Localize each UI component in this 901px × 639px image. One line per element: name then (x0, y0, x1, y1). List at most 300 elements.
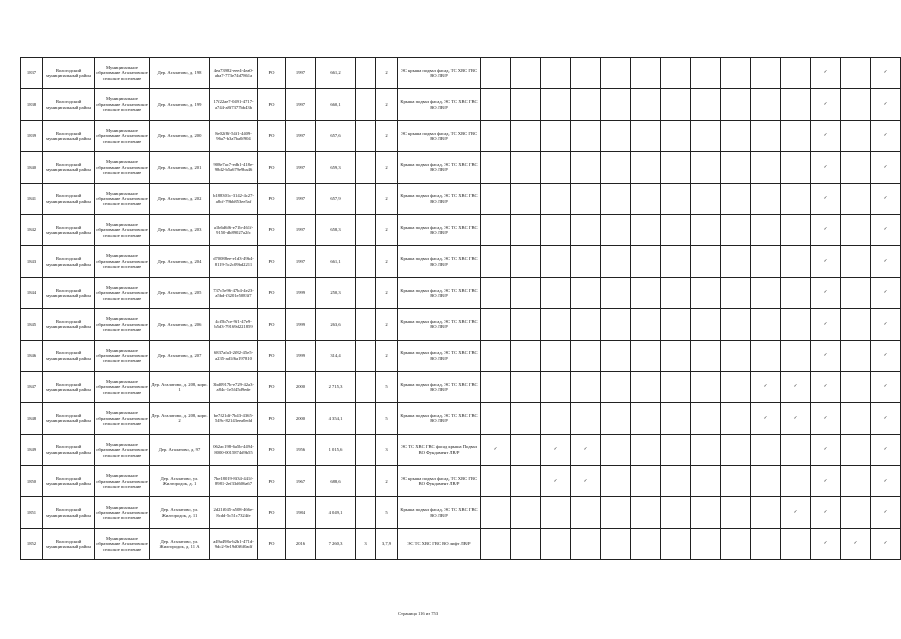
check-cell-6 (631, 434, 661, 465)
check-cell-9 (721, 340, 751, 371)
works-cell: Крыша подвал фасад, ЭС ТС ХВС ГВС ВО ЛВ/Р (398, 340, 481, 371)
check-cell-6 (631, 466, 661, 497)
col8-cell (356, 89, 376, 120)
district-cell: Вологодский муниципальный район (43, 183, 95, 214)
check-cell-3 (541, 120, 571, 151)
check-cell-1 (481, 403, 511, 434)
check-cell-9 (721, 309, 751, 340)
municipality-cell: Муниципальное образование Агалатовское сельское поселение (95, 528, 150, 559)
house-code-cell: 4cf5b7ce-9f1-47e9-b5d3-79169d221859 (210, 309, 258, 340)
check-mark-icon: ✓ (763, 384, 768, 390)
district-cell: Вологодский муниципальный район (43, 434, 95, 465)
row-number: 1837 (21, 58, 43, 89)
col8-cell (356, 497, 376, 528)
works-cell: Крыша подвал фасад, ЭС ТС ХВС ГВС ВО ЛВ/Р (398, 403, 481, 434)
check-cell-7 (661, 371, 691, 402)
house-code-cell: b188301c-3142-4c27-a8cf-79bb853ee5af (210, 183, 258, 214)
check-mark-icon: ✓ (883, 227, 888, 233)
floors-cell: 2 (376, 120, 398, 151)
check-cell-11 (781, 89, 811, 120)
area-cell: 2 715,3 (316, 371, 356, 402)
house-code-cell: 4ea73982-eee4-4ea0-aba7-773e74d7861a (210, 58, 258, 89)
col8-cell (356, 58, 376, 89)
area-cell: 659,3 (316, 152, 356, 183)
check-cell-1 (481, 89, 511, 120)
table-row (21, 340, 901, 371)
municipality-cell: Муниципальное образование Агалатовское сельское поселение (95, 403, 150, 434)
row-number: 1842 (21, 214, 43, 245)
year-cell: 2000 (286, 403, 316, 434)
check-cell-13 (841, 403, 871, 434)
check-cell-2 (511, 246, 541, 277)
municipality-cell: Муниципальное образование Агалатовское сельское поселение (95, 466, 150, 497)
check-cell-10 (751, 466, 781, 497)
municipality-cell: Муниципальное образование Агалатовское сельское поселение (95, 58, 150, 89)
works-cell: ЭС крыша подвал фасад, ТС ХВС ГВС ВО ЛВ/Р (398, 58, 481, 89)
check-cell-10 (751, 403, 781, 434)
check-cell-6 (631, 403, 661, 434)
district-cell: Вологодский муниципальный район (43, 340, 95, 371)
table-row (21, 89, 901, 120)
table-row (21, 120, 901, 151)
table-row (21, 309, 901, 340)
check-cell-14 (871, 497, 901, 528)
check-mark-icon: ✓ (883, 447, 888, 453)
table-row (21, 403, 901, 434)
check-cell-11 (781, 309, 811, 340)
check-cell-9 (721, 466, 751, 497)
area-cell: 250,3 (316, 277, 356, 308)
check-cell-11 (781, 340, 811, 371)
row-number: 1846 (21, 340, 43, 371)
check-cell-2 (511, 466, 541, 497)
check-mark-icon: ✓ (763, 415, 768, 421)
check-cell-5 (601, 183, 631, 214)
row-number: 1841 (21, 183, 43, 214)
works-cell: Крыша подвал фасад, ЭС ТС ХВС ГВС ВО ЛВ/Р (398, 152, 481, 183)
check-cell-14 (871, 309, 901, 340)
check-mark-icon: ✓ (823, 447, 828, 453)
check-cell-1 (481, 434, 511, 465)
district-cell: Вологодский муниципальный район (43, 528, 95, 559)
area-cell: 7 260,3 (316, 528, 356, 559)
check-cell-7 (661, 58, 691, 89)
area-cell: 661,2 (316, 58, 356, 89)
row-number: 1845 (21, 309, 43, 340)
col8-cell (356, 214, 376, 245)
year-cell: 1997 (286, 183, 316, 214)
page-footer: Страница 116 из 753 (398, 611, 439, 616)
check-mark-icon: ✓ (823, 227, 828, 233)
floors-cell: 2 (376, 466, 398, 497)
check-cell-8 (691, 277, 721, 308)
check-mark-icon: ✓ (583, 447, 588, 453)
house-code-cell: 062ac198-6a5b-4494-8000-0015874d9b55 (210, 434, 258, 465)
check-cell-8 (691, 528, 721, 559)
check-cell-1 (481, 528, 511, 559)
check-cell-1 (481, 152, 511, 183)
area-cell: 688,6 (316, 466, 356, 497)
check-cell-4 (571, 58, 601, 89)
address-cell: Дер. Агалатово, д. 199 (150, 89, 210, 120)
district-cell: Вологодский муниципальный район (43, 58, 95, 89)
year-cell: 1999 (286, 340, 316, 371)
check-cell-9 (721, 120, 751, 151)
check-cell-14 (871, 466, 901, 497)
area-cell: 4 049,1 (316, 497, 356, 528)
floors-cell: 5 (376, 497, 398, 528)
check-cell-13 (841, 183, 871, 214)
check-mark-icon: ✓ (793, 415, 798, 421)
col8-cell: 3 (356, 528, 376, 559)
address-cell: Дер. Агалатово, д. 202 (150, 183, 210, 214)
check-cell-8 (691, 434, 721, 465)
check-cell-8 (691, 403, 721, 434)
check-cell-11 (781, 371, 811, 402)
check-cell-8 (691, 497, 721, 528)
check-cell-2 (511, 89, 541, 120)
check-cell-6 (631, 340, 661, 371)
works-cell: Крыша подвал фасад, ЭС ТС ХВС ГВС ВО ЛВ/Р (398, 214, 481, 245)
works-cell: Крыша подвал фасад, ЭС ТС ХВС ГВС ВО ЛВ/Р (398, 246, 481, 277)
row-number: 1850 (21, 466, 43, 497)
check-cell-2 (511, 58, 541, 89)
check-cell-10 (751, 89, 781, 120)
check-cell-10 (751, 434, 781, 465)
floors-cell: 3 (376, 434, 398, 465)
check-cell-5 (601, 246, 631, 277)
check-cell-2 (511, 371, 541, 402)
house-code-cell: 908e7ac7-edb1-418e-98d2-b5a679e9ba46 (210, 152, 258, 183)
address-cell: Дер. Агалатово, ул. Жилгородок, д. 11 (150, 497, 210, 528)
check-cell-3 (541, 58, 571, 89)
check-cell-2 (511, 183, 541, 214)
district-cell: Вологодский муниципальный район (43, 246, 95, 277)
house-code-cell: be7f21df-7b43-4365-549c-82143eea0edd (210, 403, 258, 434)
check-cell-7 (661, 309, 691, 340)
check-cell-4 (571, 434, 601, 465)
check-cell-2 (511, 434, 541, 465)
check-cell-12 (811, 497, 841, 528)
table-row (21, 371, 901, 402)
check-cell-3 (541, 371, 571, 402)
row-number: 1851 (21, 497, 43, 528)
check-cell-7 (661, 434, 691, 465)
works-cell: Крыша подвал фасад, ЭС ТС ХВС ГВС ВО ЛВ/Р (398, 89, 481, 120)
check-cell-12 (811, 246, 841, 277)
check-cell-7 (661, 152, 691, 183)
check-cell-12 (811, 528, 841, 559)
check-cell-3 (541, 277, 571, 308)
check-cell-5 (601, 152, 631, 183)
fund-type-cell: РО (258, 183, 286, 214)
check-cell-5 (601, 371, 631, 402)
fund-type-cell: РО (258, 371, 286, 402)
check-cell-3 (541, 214, 571, 245)
check-cell-7 (661, 246, 691, 277)
fund-type-cell: РО (258, 152, 286, 183)
municipality-cell: Муниципальное образование Агалатовское сельское поселение (95, 497, 150, 528)
check-cell-10 (751, 58, 781, 89)
check-cell-7 (661, 89, 691, 120)
check-cell-6 (631, 58, 661, 89)
check-cell-2 (511, 340, 541, 371)
check-cell-3 (541, 497, 571, 528)
check-cell-2 (511, 277, 541, 308)
check-cell-2 (511, 152, 541, 183)
floors-cell: 2 (376, 246, 398, 277)
area-cell: 661,1 (316, 246, 356, 277)
check-cell-10 (751, 277, 781, 308)
district-cell: Вологодский муниципальный район (43, 277, 95, 308)
check-cell-4 (571, 89, 601, 120)
check-mark-icon: ✓ (583, 478, 588, 484)
table-row (21, 58, 901, 89)
check-cell-8 (691, 340, 721, 371)
table-row (21, 434, 901, 465)
municipality-cell: Муниципальное образование Агалатовское сельское поселение (95, 89, 150, 120)
check-mark-icon: ✓ (823, 478, 828, 484)
check-cell-13 (841, 309, 871, 340)
fund-type-cell: РО (258, 89, 286, 120)
check-cell-11 (781, 497, 811, 528)
district-cell: Вологодский муниципальный район (43, 89, 95, 120)
check-cell-12 (811, 120, 841, 151)
check-cell-9 (721, 152, 751, 183)
floors-cell: 5 (376, 371, 398, 402)
check-cell-14 (871, 89, 901, 120)
check-cell-8 (691, 89, 721, 120)
check-cell-13 (841, 120, 871, 151)
check-mark-icon: ✓ (883, 70, 888, 76)
check-mark-icon: ✓ (823, 196, 828, 202)
municipality-cell: Муниципальное образование Агалатовское сельское поселение (95, 277, 150, 308)
check-cell-11 (781, 120, 811, 151)
check-cell-3 (541, 403, 571, 434)
check-cell-8 (691, 214, 721, 245)
check-cell-14 (871, 371, 901, 402)
area-cell: 314,4 (316, 340, 356, 371)
check-cell-11 (781, 58, 811, 89)
check-cell-7 (661, 403, 691, 434)
check-cell-7 (661, 528, 691, 559)
check-mark-icon: ✓ (883, 196, 888, 202)
check-cell-10 (751, 309, 781, 340)
district-cell: Вологодский муниципальный район (43, 214, 95, 245)
floors-cell: 2 (376, 58, 398, 89)
check-mark-icon: ✓ (823, 509, 828, 515)
check-mark-icon: ✓ (823, 258, 828, 264)
check-cell-5 (601, 340, 631, 371)
house-code-cell: 6837afa3-2f82-45e5-a235-ad1f6a197810 (210, 340, 258, 371)
district-cell: Вологодский муниципальный район (43, 371, 95, 402)
municipality-cell: Муниципальное образование Агалатовское сельское поселение (95, 183, 150, 214)
check-cell-2 (511, 120, 541, 151)
check-cell-2 (511, 309, 541, 340)
fund-type-cell: РО (258, 403, 286, 434)
check-cell-4 (571, 214, 601, 245)
check-cell-4 (571, 497, 601, 528)
check-cell-12 (811, 183, 841, 214)
address-cell: Дер. Агалатово, ул. Жилгородок, д. 11 А (150, 528, 210, 559)
address-cell: Дер. Агалатово, д. 97 (150, 434, 210, 465)
address-cell: Дер. Агалатово, д. 204 (150, 246, 210, 277)
municipality-cell: Муниципальное образование Агалатовское сельское поселение (95, 214, 150, 245)
check-cell-8 (691, 120, 721, 151)
check-cell-1 (481, 340, 511, 371)
check-mark-icon: ✓ (823, 415, 828, 421)
check-cell-1 (481, 309, 511, 340)
check-cell-10 (751, 152, 781, 183)
check-cell-5 (601, 309, 631, 340)
address-cell: Дер. Агалатово, д. 206 (150, 309, 210, 340)
check-mark-icon: ✓ (883, 164, 888, 170)
check-cell-13 (841, 466, 871, 497)
year-cell: 1999 (286, 277, 316, 308)
check-cell-3 (541, 89, 571, 120)
check-mark-icon: ✓ (823, 70, 828, 76)
check-mark-icon: ✓ (823, 290, 828, 296)
check-cell-11 (781, 277, 811, 308)
row-number: 1852 (21, 528, 43, 559)
municipality-cell: Муниципальное образование Агалатовское сельское поселение (95, 434, 150, 465)
check-cell-12 (811, 277, 841, 308)
fund-type-cell: РО (258, 214, 286, 245)
floors-cell: 2 (376, 277, 398, 308)
year-cell: 1997 (286, 152, 316, 183)
check-cell-4 (571, 277, 601, 308)
check-cell-9 (721, 371, 751, 402)
works-cell: Крыша подвал фасад, ЭС ТС ХВС ГВС ВО ЛВ/Р (398, 497, 481, 528)
check-cell-5 (601, 466, 631, 497)
check-cell-2 (511, 403, 541, 434)
check-mark-icon: ✓ (883, 353, 888, 358)
fund-type-cell: РО (258, 246, 286, 277)
address-cell: Дер. Агалатово, д. 207 (150, 340, 210, 371)
check-cell-6 (631, 246, 661, 277)
check-cell-14 (871, 246, 901, 277)
house-code-cell: 737c5e96-47b4-4e23-a5bd-f3201e5083f7 (210, 277, 258, 308)
check-cell-10 (751, 120, 781, 151)
check-cell-14 (871, 434, 901, 465)
check-cell-1 (481, 371, 511, 402)
check-cell-14 (871, 403, 901, 434)
check-cell-7 (661, 183, 691, 214)
check-mark-icon: ✓ (883, 509, 888, 515)
address-cell: Дер. Агалатово, д. 208, корп. 1 (150, 371, 210, 402)
check-cell-9 (721, 497, 751, 528)
year-cell: 1997 (286, 58, 316, 89)
check-cell-8 (691, 183, 721, 214)
area-cell: 4 354,1 (316, 403, 356, 434)
check-cell-4 (571, 371, 601, 402)
floors-cell: 2 (376, 340, 398, 371)
check-cell-6 (631, 277, 661, 308)
floors-cell: 2 (376, 152, 398, 183)
check-cell-6 (631, 183, 661, 214)
row-number: 1849 (21, 434, 43, 465)
area-cell: 660,1 (316, 89, 356, 120)
check-cell-1 (481, 214, 511, 245)
check-cell-9 (721, 58, 751, 89)
area-cell: 657,9 (316, 183, 356, 214)
check-cell-13 (841, 214, 871, 245)
year-cell: 1956 (286, 434, 316, 465)
check-mark-icon: ✓ (553, 478, 558, 484)
check-cell-9 (721, 183, 751, 214)
check-cell-3 (541, 340, 571, 371)
municipality-cell: Муниципальное образование Агалатовское сельское поселение (95, 371, 150, 402)
check-cell-11 (781, 434, 811, 465)
row-number: 1847 (21, 371, 43, 402)
check-mark-icon: ✓ (823, 321, 828, 327)
check-mark-icon: ✓ (883, 290, 888, 296)
check-cell-1 (481, 466, 511, 497)
row-number: 1848 (21, 403, 43, 434)
floors-cell: 2 (376, 89, 398, 120)
district-cell: Вологодский муниципальный район (43, 120, 95, 151)
check-mark-icon: ✓ (883, 101, 888, 107)
check-cell-11 (781, 466, 811, 497)
year-cell: 1997 (286, 120, 316, 151)
check-mark-icon: ✓ (883, 541, 888, 547)
address-cell: Дер. Агалатово, д. 200 (150, 120, 210, 151)
row-number: 1843 (21, 246, 43, 277)
check-mark-icon: ✓ (823, 353, 828, 358)
fund-type-cell: РО (258, 497, 286, 528)
row-number: 1840 (21, 152, 43, 183)
check-cell-6 (631, 120, 661, 151)
year-cell: 1997 (286, 246, 316, 277)
floors-cell: 2 (376, 183, 398, 214)
table-row (21, 528, 901, 559)
col8-cell (356, 340, 376, 371)
check-cell-7 (661, 497, 691, 528)
works-cell: ЭС крыша подвал фасад, ТС ХВС ГВС ВО Фундамент ЛВ/Р (398, 466, 481, 497)
check-cell-3 (541, 466, 571, 497)
check-cell-1 (481, 277, 511, 308)
check-cell-10 (751, 340, 781, 371)
row-number: 1844 (21, 277, 43, 308)
municipality-cell: Муниципальное образование Агалатовское сельское поселение (95, 340, 150, 371)
fund-type-cell: РО (258, 528, 286, 559)
works-cell: Крыша подвал фасад, ЭС ТС ХВС ГВС ВО ЛВ/Р (398, 277, 481, 308)
check-cell-6 (631, 214, 661, 245)
year-cell: 1999 (286, 309, 316, 340)
works-cell: Крыша подвал фасад, ЭС ТС ХВС ГВС ВО ЛВ/Р (398, 371, 481, 402)
check-cell-10 (751, 497, 781, 528)
check-mark-icon: ✓ (883, 133, 888, 139)
check-cell-12 (811, 434, 841, 465)
year-cell: 1984 (286, 497, 316, 528)
check-cell-8 (691, 309, 721, 340)
area-cell: 657,6 (316, 120, 356, 151)
house-code-cell: a49a498a-b2b1-471d-9dc2-9e19d0f6f0adf (210, 528, 258, 559)
check-cell-10 (751, 183, 781, 214)
check-cell-12 (811, 371, 841, 402)
check-cell-8 (691, 58, 721, 89)
check-cell-4 (571, 183, 601, 214)
check-cell-4 (571, 309, 601, 340)
check-cell-12 (811, 309, 841, 340)
check-cell-6 (631, 309, 661, 340)
check-cell-10 (751, 371, 781, 402)
works-cell: ЭС ТС ХВС ГВС фасад крыша Подвал ВО Фундамент ЛВ/Р (398, 434, 481, 465)
check-cell-4 (571, 528, 601, 559)
works-cell: Крыша подвал фасад, ЭС ТС ХВС ГВС ВО ЛВ/Р (398, 309, 481, 340)
check-cell-1 (481, 497, 511, 528)
table-row (21, 277, 901, 308)
